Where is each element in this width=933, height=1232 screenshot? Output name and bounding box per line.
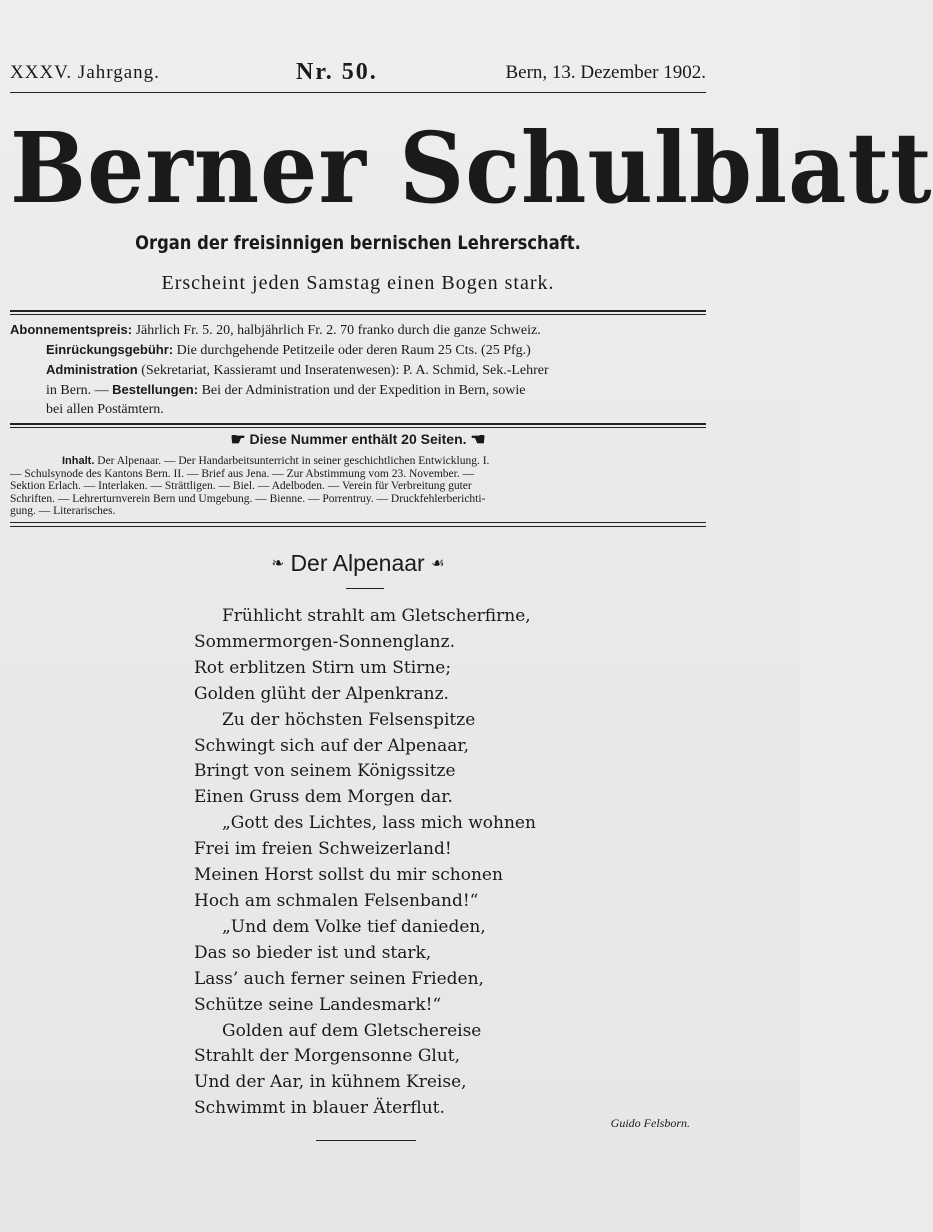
info-label: Bestellungen: — [112, 382, 199, 397]
poem-line: Schwingt sich auf der Alpenaar, — [194, 735, 469, 756]
poem-line: Meinen Horst sollst du mir schonen — [194, 865, 503, 886]
poem-line: Frei im freien Schweizerland! — [194, 839, 452, 860]
toc-line — [10, 455, 710, 468]
newspaper-title: Berner Schulblatt — [10, 111, 933, 226]
page-count-note — [0, 430, 716, 450]
subscription-info — [10, 320, 710, 420]
info-label: Einrückungsgebühr: — [46, 342, 174, 357]
poem-line: Strahlt der Morgensonne Glut, — [194, 1046, 461, 1067]
poem-line: „Und dem Volke tief danieden, — [222, 916, 486, 937]
poem-line: Und der Aar, in kühnem Kreise, — [194, 1072, 467, 1093]
end-rule — [316, 1140, 416, 1141]
table-of-contents — [10, 455, 710, 518]
poem — [194, 604, 614, 1122]
poem-line: „Gott des Lichtes, lass mich wohnen — [222, 813, 536, 834]
poem-line: Frühlicht strahlt am Gletscherfirne, — [222, 606, 531, 626]
info-text: in Bern. — — [46, 383, 113, 398]
poem-line: Rot erblitzen Stirn um Stirne; — [194, 657, 452, 678]
info-line — [10, 360, 710, 380]
poem-line: Schütze seine Landesmark!“ — [194, 994, 442, 1015]
info-label: Abonnementspreis: — [10, 322, 133, 337]
info-text: Die durchgehende Petitzeile oder deren Raum 25 Cts. (25 Pfg.) — [173, 343, 531, 358]
poem-line: Lass’ auch ferner seinen Frieden, — [194, 968, 484, 989]
flourish-icon: ☙ — [431, 555, 445, 572]
poem-line: Das so bieder ist und stark, — [194, 942, 432, 963]
page-count-text: Diese Nummer enthält 20 Seiten. — [249, 431, 467, 447]
info-line — [10, 400, 710, 420]
masthead — [10, 59, 706, 88]
title-underline — [346, 588, 384, 589]
subtitle: Organ der freisinnigen bernischen Lehrerschaft. — [135, 232, 581, 254]
divider — [10, 526, 706, 527]
info-label: Administration — [46, 362, 138, 377]
toc-line: Schriften. — Lehrerturnverein Bern und Umgebung. — Bienne. — Porrentruy. — Druckfehlerberichti- — [10, 492, 486, 505]
toc-line: gung. — Literarisches. — [10, 505, 116, 517]
volume: XXXV. Jahrgang. — [10, 62, 160, 83]
poem-line: Schwimmt in blauer Äterflut. — [194, 1098, 445, 1119]
issue-date: Bern, 13. Dezember 1902. — [505, 62, 706, 83]
flourish-icon: ❧ — [271, 555, 285, 572]
divider — [10, 314, 706, 315]
info-text: bei allen Postämtern. — [46, 402, 164, 417]
poem-line: Hoch am schmalen Felsenband!“ — [194, 890, 479, 911]
info-line — [10, 320, 710, 340]
info-line — [10, 380, 710, 400]
issue-number: Nr. 50. — [296, 59, 378, 85]
divider — [10, 427, 706, 428]
divider — [10, 310, 706, 312]
divider — [10, 522, 706, 523]
poem-line: Golden auf dem Gletschereise — [222, 1020, 482, 1041]
poem-title-text: Der Alpenaar — [290, 550, 425, 576]
pointing-hand-right-icon: ☛ — [230, 430, 246, 449]
info-line — [10, 340, 710, 360]
poem-line: Bringt von seinem Königssitze — [194, 761, 456, 782]
divider — [10, 423, 706, 425]
poem-author: Guido Felsborn. — [610, 1116, 690, 1130]
poem-line: Sommermorgen-Sonnenglanz. — [194, 631, 455, 652]
poem-title — [0, 550, 716, 577]
info-text: Bei der Administration und der Expedition in Bern, sowie — [198, 383, 526, 398]
toc-line: — Schulsynode des Kantons Bern. II. — Brief aus Jena. — Zur Abstimmung vom 23. November. — — [10, 467, 475, 480]
publication-note: Erscheint jeden Samstag einen Bogen stark. — [161, 272, 555, 294]
poem-line: Golden glüht der Alpenkranz. — [194, 683, 449, 704]
toc-label: Inhalt. — [62, 455, 95, 467]
poem-line: Einen Gruss dem Morgen dar. — [194, 787, 453, 808]
divider — [10, 92, 706, 93]
info-text: (Sekretariat, Kassieramt und Inseratenwesen): P. A. Schmid, Sek.-Lehrer — [137, 363, 549, 378]
toc-text: Der Alpenaar. — Der Handarbeitsunterricht in seiner geschichtlichen Entwicklung. I. — [94, 455, 490, 467]
poem-line: Zu der höchsten Felsenspitze — [222, 709, 476, 730]
info-text: Jährlich Fr. 5. 20, halbjährlich Fr. 2. 70 franko durch die ganze Schweiz. — [132, 323, 541, 338]
pointing-hand-left-icon: ☚ — [470, 430, 486, 449]
toc-line: Sektion Erlach. — Interlaken. — Strättligen. — Biel. — Adelboden. — Verein für Verbreitung guter — [10, 480, 472, 492]
